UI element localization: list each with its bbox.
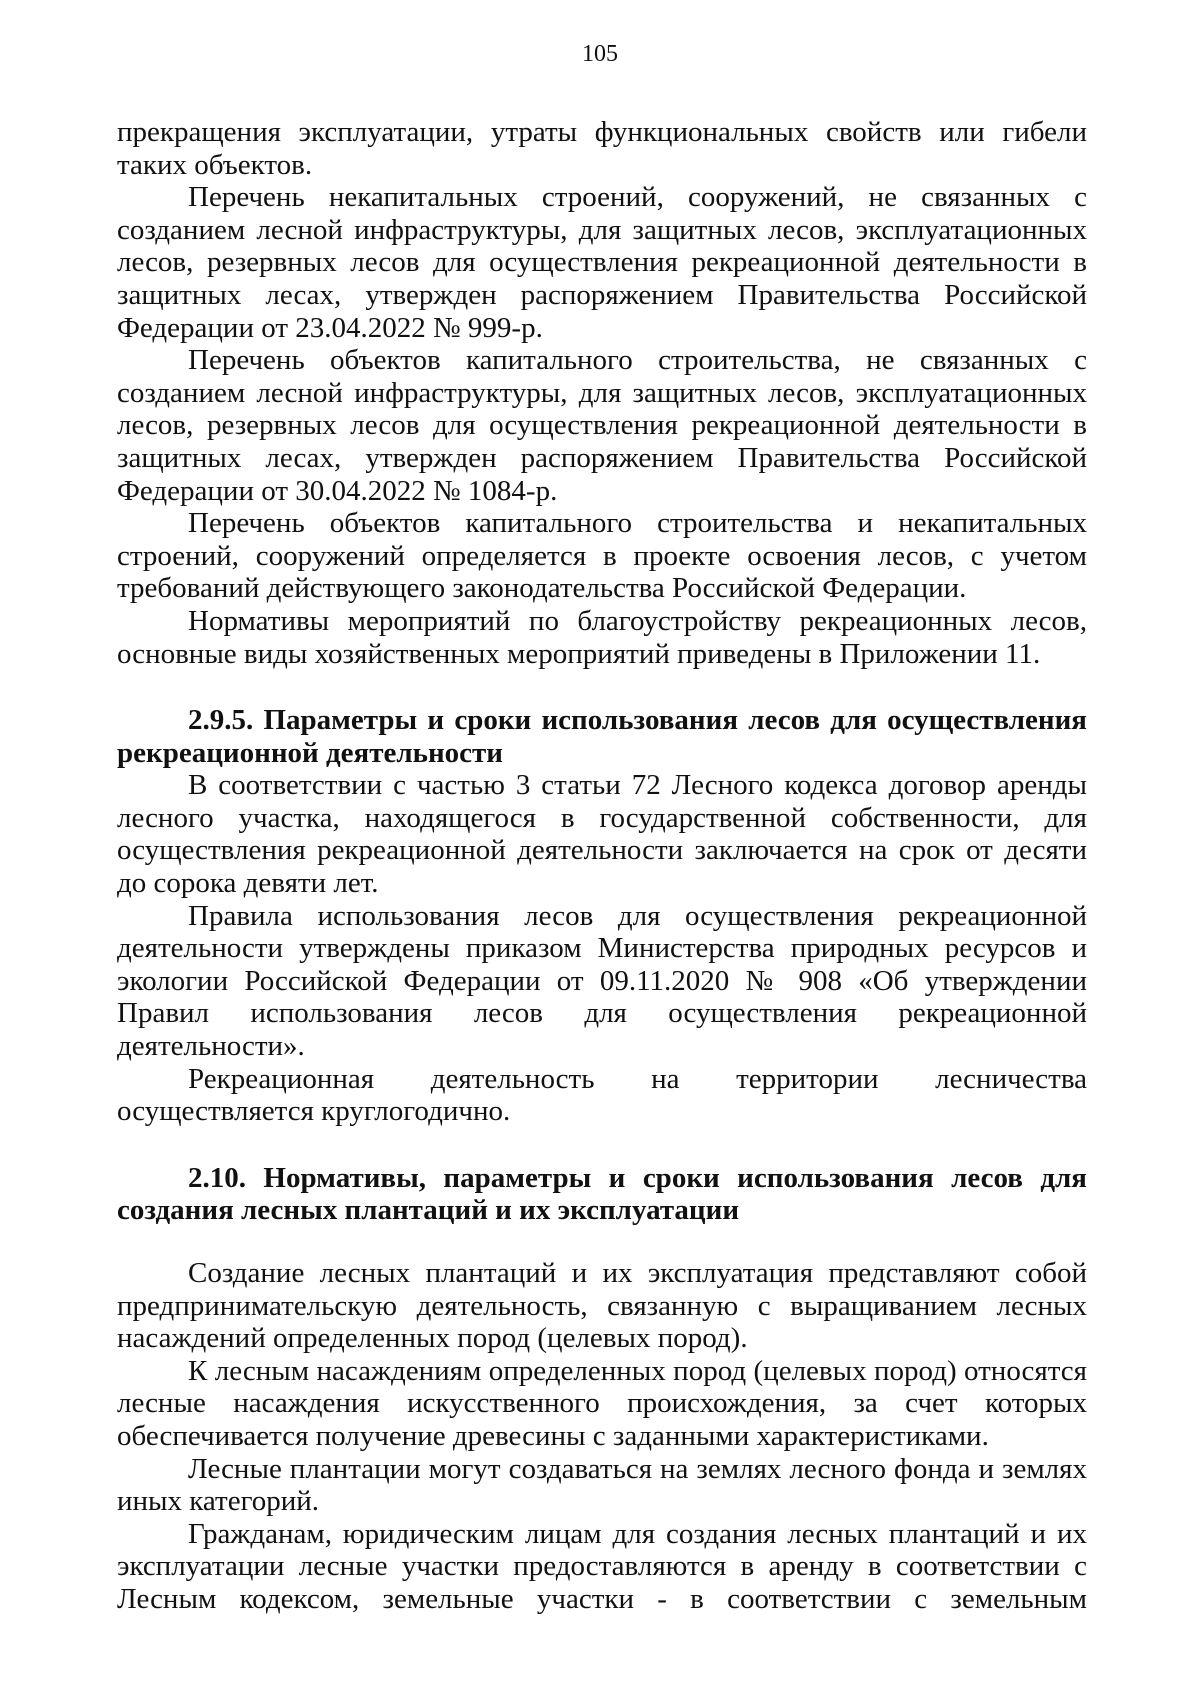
paragraph-usage-rules: Правила использования лесов для осуществления рекреационной деятельности утверждены приказом Министерства природных ресурсов и экологии Российской Федерации от 09.11.2020 № 908 «Об утверждении Правил использования лесов для осуществления рекреационной деятельности». (117, 899, 1087, 1063)
section-spacer (117, 670, 1087, 704)
paragraph-capital-construction-list: Перечень объектов капитального строительства, не связанных с созданием лесной инфраструктуры, для защитных лесов, эксплуатационных лесов, резервных лесов для осуществления рекреационной деятельности в защитных лесах, утвержден распоряжением Правительства Российской Федерации от 30.04.2022 № 1084-р. (117, 344, 1087, 507)
paragraph-land-categories: Лесные плантации могут создаваться на землях лесного фонда и землях иных категорий. (117, 1452, 1087, 1518)
paragraph-development-project: Перечень объектов капитального строительства и некапитальных строений, сооружений определяется в проекте освоения лесов, с учетом требований действующего законодательства Российской Федерации. (117, 507, 1087, 605)
section-spacer (117, 1128, 1087, 1162)
paragraph-non-capital-structures-list: Перечень некапитальных строений, сооружений, не связанных с созданием лесной инфраструктуры, для защитных лесов, эксплуатационных лесов, резервных лесов для осуществления рекреационной деятельности в защитных лесах, утвержден распоряжением Правительства Российской Федерации от 23.04.2022 № 999-р. (117, 181, 1087, 344)
paragraph-improvement-norms: Нормативы мероприятий по благоустройству рекреационных лесов, основные виды хозяйственных мероприятий приведены в Приложении 11. (117, 604, 1087, 670)
paragraph-continuation: прекращения эксплуатации, утраты функциональных свойств или гибели таких объектов. (117, 116, 1087, 181)
heading-spacer (117, 1227, 1087, 1257)
paragraph-target-species: К лесным насаждениям определенных пород (целевых пород) относятся лесные насаждения искусственного происхождения, за счет которых обеспечивается получение древесины с заданными характеристиками. (117, 1354, 1087, 1452)
paragraph-lease-term: В соответствии с частью 3 статьи 72 Лесного кодекса договор аренды лесного участка, находящегося в государственной собственности, для осуществления рекреационной деятельности заключается на срок от десяти до сорока девяти лет. (117, 769, 1087, 900)
paragraph-plantation-creation: Создание лесных плантаций и их эксплуатация представляют собой предпринимательскую деятельность, связанную с выращиванием лесных насаждений определенных пород (целевых пород). (117, 1257, 1087, 1355)
document-body (117, 116, 1087, 1616)
section-heading-2-9-5: 2.9.5. Параметры и сроки использования лесов для осуществления рекреационной деятельности (117, 704, 1087, 769)
paragraph-lease-provision: Гражданам, юридическим лицам для создания лесных плантаций и их эксплуатации лесные участки предоставляются в аренду в соответствии с Лесным кодексом, земельные участки - в соответствии с земельным (117, 1517, 1087, 1615)
page-number: 105 (582, 41, 618, 67)
section-heading-2-10: 2.10. Нормативы, параметры и сроки использования лесов для создания лесных плантаций и их эксплуатации (117, 1161, 1087, 1227)
paragraph-year-round: Рекреационная деятельность на территории лесничества осуществляется круглогодично. (117, 1062, 1087, 1128)
